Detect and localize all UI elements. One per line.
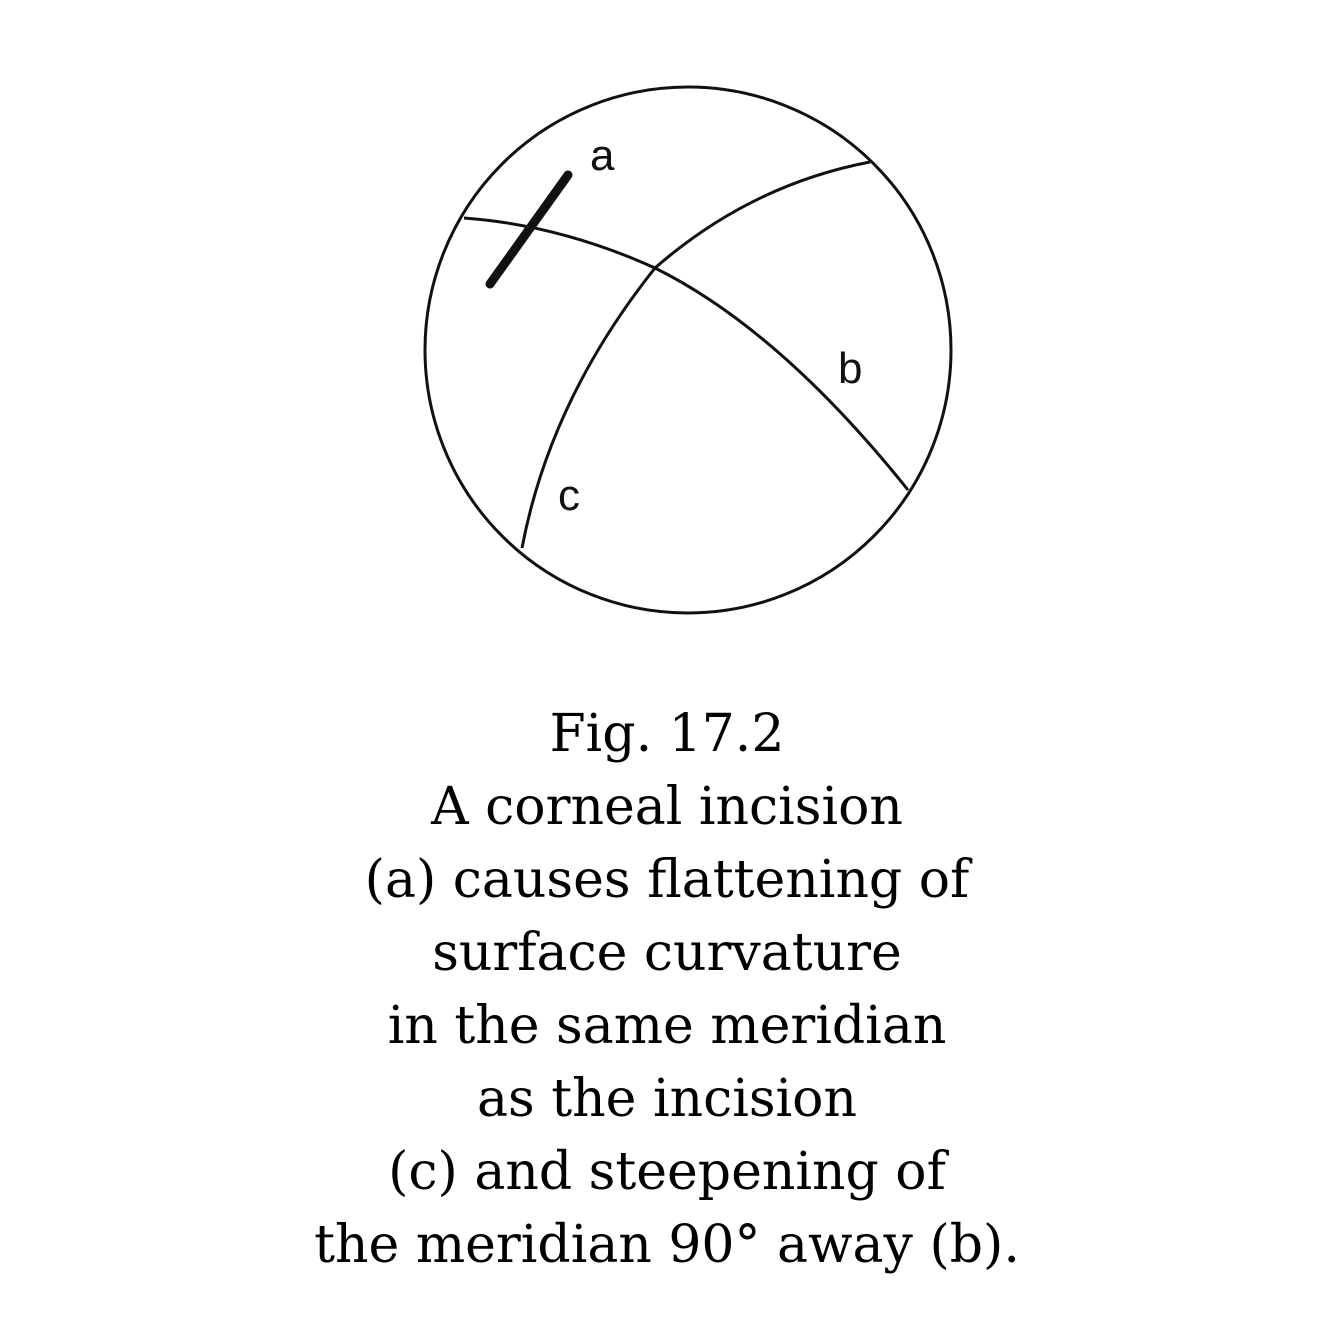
cornea-outline: [425, 87, 951, 613]
caption-line: in the same meridian: [387, 996, 947, 1056]
caption-figure-number: Fig. 17.2: [549, 704, 785, 764]
caption-line: A corneal incision: [431, 777, 903, 837]
label-a: a: [590, 131, 615, 180]
caption-line: the meridian 90° away (b).: [314, 1215, 1020, 1275]
label-c: c: [558, 471, 580, 520]
incision-mark: [490, 175, 568, 284]
caption-line: as the incision: [477, 1069, 857, 1129]
caption-line: (a) causes flattening of: [364, 850, 970, 910]
figure-caption: [0, 698, 1334, 1282]
caption-line: surface curvature: [432, 923, 902, 983]
caption-line: (c) and steepening of: [388, 1142, 946, 1202]
label-b: b: [838, 344, 863, 393]
